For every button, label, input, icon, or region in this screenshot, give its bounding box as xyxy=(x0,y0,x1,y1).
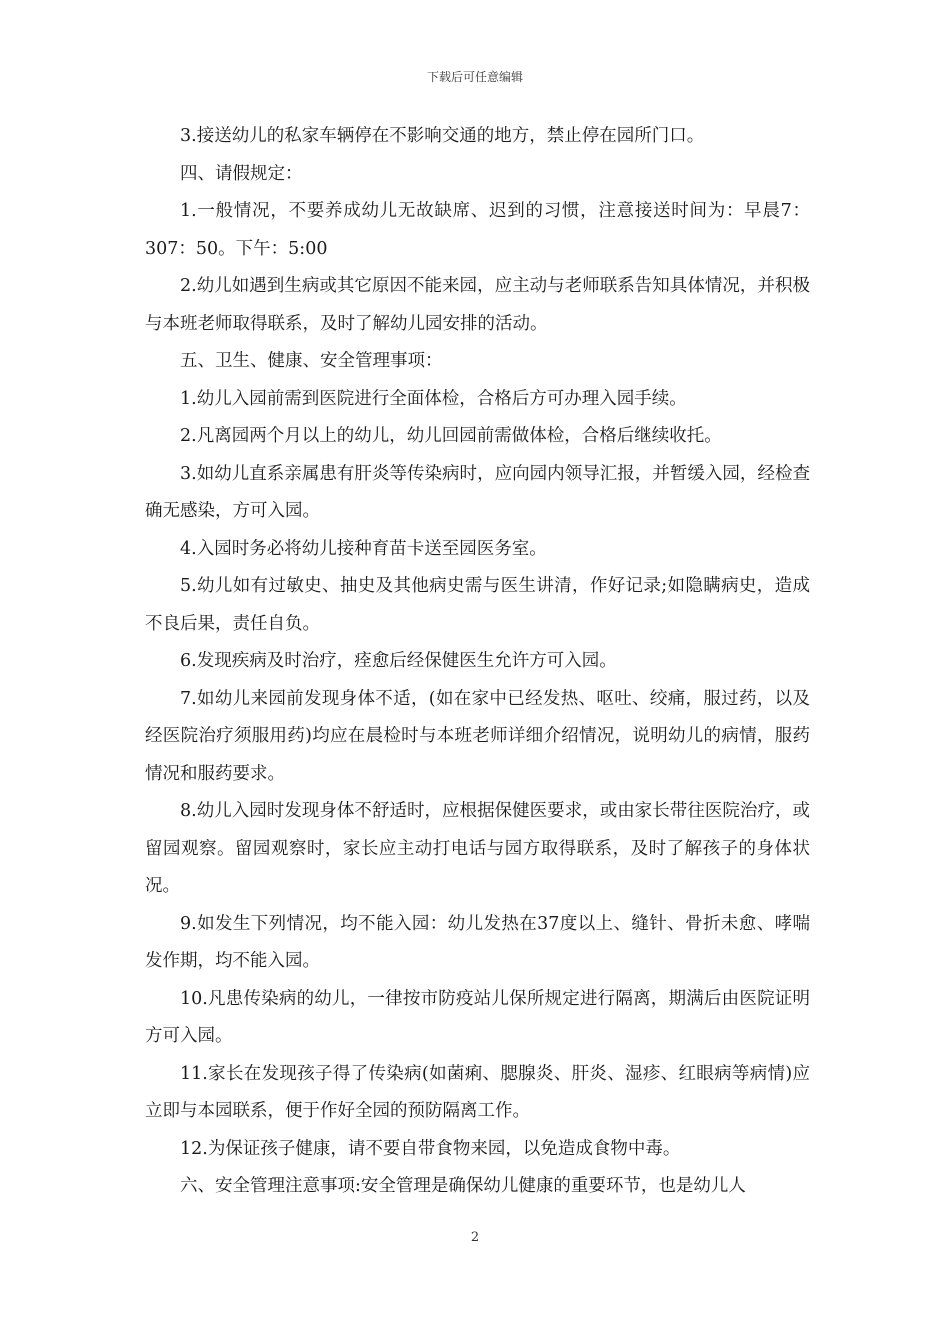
paragraph: 11.家长在发现孩子得了传染病(如菌痢、腮腺炎、肝炎、湿疹、红眼病等病情)应立即与本园联系，便于作好全园的预防隔离工作。 xyxy=(145,1063,810,1121)
paragraph: 10.凡患传染病的幼儿，一律按市防疫站儿保所规定进行隔离，期满后由医院证明方可入园。 xyxy=(145,988,810,1046)
section-heading: 五、卫生、健康、安全管理事项： xyxy=(180,351,443,371)
paragraph: 1.一般情况，不要养成幼儿无故缺席、迟到的习惯，注意接送时间为：早晨7：307：50。下午：5:00 xyxy=(145,201,810,259)
paragraph: 8.幼儿入园时发现身体不舒适时，应根据保健医要求，或由家长带往医院治疗，或留园观察。留园观察时，家长应主动打电话与园方取得联系，及时了解孩子的身体状况。 xyxy=(145,801,810,896)
paragraph: 4.入园时务必将幼儿接种育苗卡送至园医务室。 xyxy=(180,538,547,559)
paragraph: 7.如幼儿来园前发现身体不适，(如在家中已经发热、呕吐、绞痛，服过药，以及经医院治疗须服用药)均应在晨检时与本班老师详细介绍情况，说明幼儿的病情，服药情况和服药要求。 xyxy=(145,688,810,784)
paragraph: 5.幼儿如有过敏史、抽史及其他病史需与医生讲清，作好记录;如隐瞒病史，造成不良后果，责任自负。 xyxy=(145,576,810,634)
section-heading: 四、请假规定： xyxy=(180,163,303,184)
paragraph: 3.接送幼儿的私家车辆停在不影响交通的地方，禁止停在园所门口。 xyxy=(180,126,705,146)
paragraph: 2.凡离园两个月以上的幼儿，幼儿回园前需做体检，合格后继续收托。 xyxy=(180,426,722,446)
paragraph: 9.如发生下列情况，均不能入园：幼儿发热在37度以上、缝针、骨折未愈、哮喘发作期，均不能入园。 xyxy=(145,913,810,971)
paragraph: 2.幼儿如遇到生病或其它原因不能来园，应主动与老师联系告知具体情况，并积极与本班老师取得联系，及时了解幼儿园安排的活动。 xyxy=(145,276,810,334)
section-heading: 六、安全管理注意事项:安全管理是确保幼儿健康的重要环节，也是幼儿人 xyxy=(180,1176,746,1196)
document-body xyxy=(145,118,810,1206)
page-number: 2 xyxy=(470,1230,480,1245)
page-header: 下载后可任意编辑 xyxy=(426,70,523,84)
paragraph: 6.发现疾病及时治疗，痊愈后经保健医生允许方可入园。 xyxy=(180,651,617,671)
paragraph: 1.幼儿入园前需到医院进行全面体检，合格后方可办理入园手续。 xyxy=(180,388,687,409)
paragraph: 3.如幼儿直系亲属患有肝炎等传染病时，应向园内领导汇报，并暂缓入园，经检查确无感染，方可入园。 xyxy=(145,463,810,521)
paragraph: 12.为保证孩子健康，请不要自带食物来园，以免造成食物中毒。 xyxy=(180,1138,681,1159)
